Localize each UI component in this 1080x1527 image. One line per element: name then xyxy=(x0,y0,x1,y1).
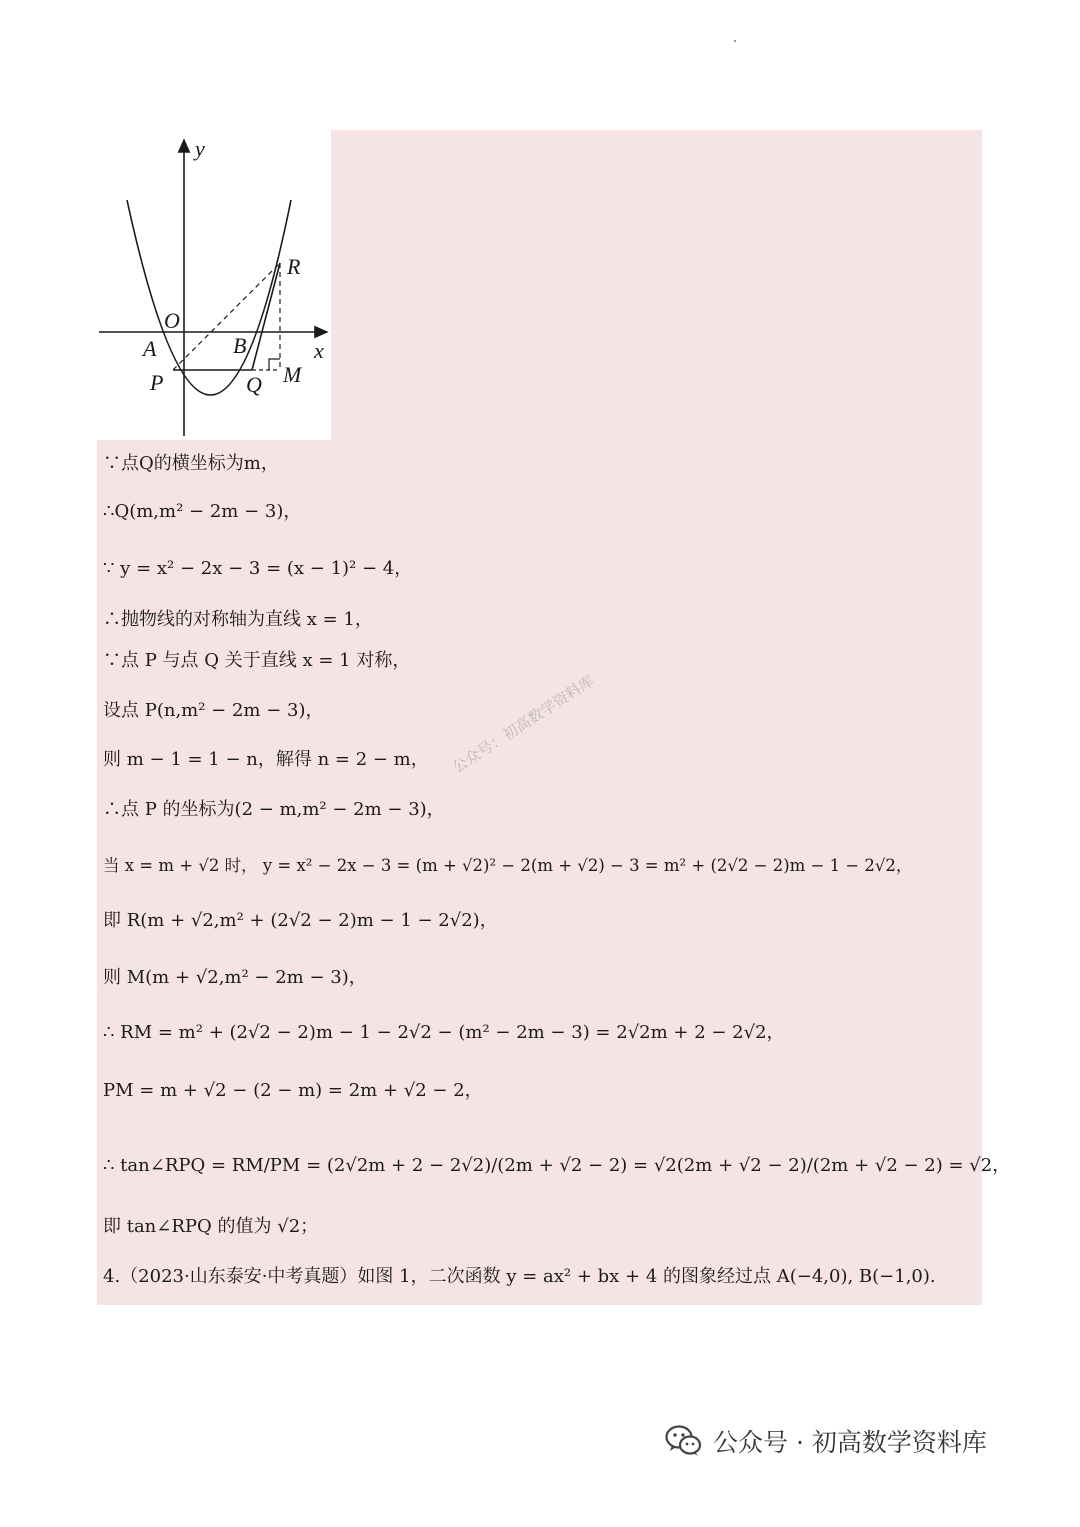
footer-brand xyxy=(665,1421,987,1461)
solution-line: ∴ tan∠RPQ = RM/PM = (2√2m + 2 − 2√2)/(2m + √2 − 2) = √2(2m + √2 − 2)/(2m + √2 − 2) = √2， xyxy=(103,1155,1011,1176)
solution-line: 设点 P(n,m² − 2m − 3)， xyxy=(103,700,324,721)
label-o: O xyxy=(164,308,180,333)
solution-line: 即 R(m + √2,m² + (2√2 − 2)m − 1 − 2√2)， xyxy=(103,910,498,931)
label-a: A xyxy=(143,336,157,361)
solution-line: 当 x = m + √2 时， y = x² − 2x − 3 = (m + √2)² − 2(m + √2) − 3 = m² + (2√2 − 2)m − 1 − 2√2， xyxy=(103,856,913,875)
solution-line: 则 m − 1 = 1 − n，解得 n = 2 − m， xyxy=(103,749,429,770)
parabola-figure xyxy=(97,130,331,440)
label-m: M xyxy=(283,362,302,387)
label-r: R xyxy=(287,254,301,279)
solution-line: ∴Q(m,m² − 2m − 3)， xyxy=(103,501,302,522)
problem-4-statement: 4.（2023·山东泰安·中考真题）如图 1，二次函数 y = ax² + bx + 4 的图象经过点 A(−4,0), B(−1,0). xyxy=(103,1266,936,1287)
label-y: y xyxy=(195,136,205,161)
solution-line: 则 M(m + √2,m² − 2m − 3)， xyxy=(103,967,367,988)
label-x: x xyxy=(314,338,324,363)
solution-line: ∵点 P 与点 Q 关于直线 x = 1 对称， xyxy=(103,650,411,671)
solution-line: ∴点 P 的坐标为(2 − m,m² − 2m − 3)， xyxy=(103,799,445,820)
solution-line: ∵点Q的横坐标为m， xyxy=(103,453,279,474)
page-speck xyxy=(734,40,736,42)
label-p: P xyxy=(150,370,164,395)
label-q: Q xyxy=(246,372,262,397)
solution-line: ∴抛物线的对称轴为直线 x = 1， xyxy=(103,609,373,630)
right-angle-mark xyxy=(269,359,280,370)
solution-line: PM = m + √2 − (2 − m) = 2m + √2 − 2， xyxy=(103,1080,483,1101)
watermark: 公众号：初高数学资料库 xyxy=(449,671,598,777)
label-b: B xyxy=(233,333,247,358)
footer-text: 公众号 · 初高数学资料库 xyxy=(713,1428,987,1457)
solution-line: 即 tan∠RPQ 的值为 √2； xyxy=(103,1216,319,1237)
solution-line: ∴ RM = m² + (2√2 − 2)m − 1 − 2√2 − (m² − 2m − 3) = 2√2m + 2 − 2√2， xyxy=(103,1022,785,1043)
parabola-curve xyxy=(127,200,291,395)
solution-line: ∵ y = x² − 2x − 3 = (x − 1)² − 4， xyxy=(103,558,413,579)
wechat-icon xyxy=(665,1424,703,1458)
segment-qr xyxy=(252,263,280,370)
segment-pr xyxy=(173,263,280,370)
